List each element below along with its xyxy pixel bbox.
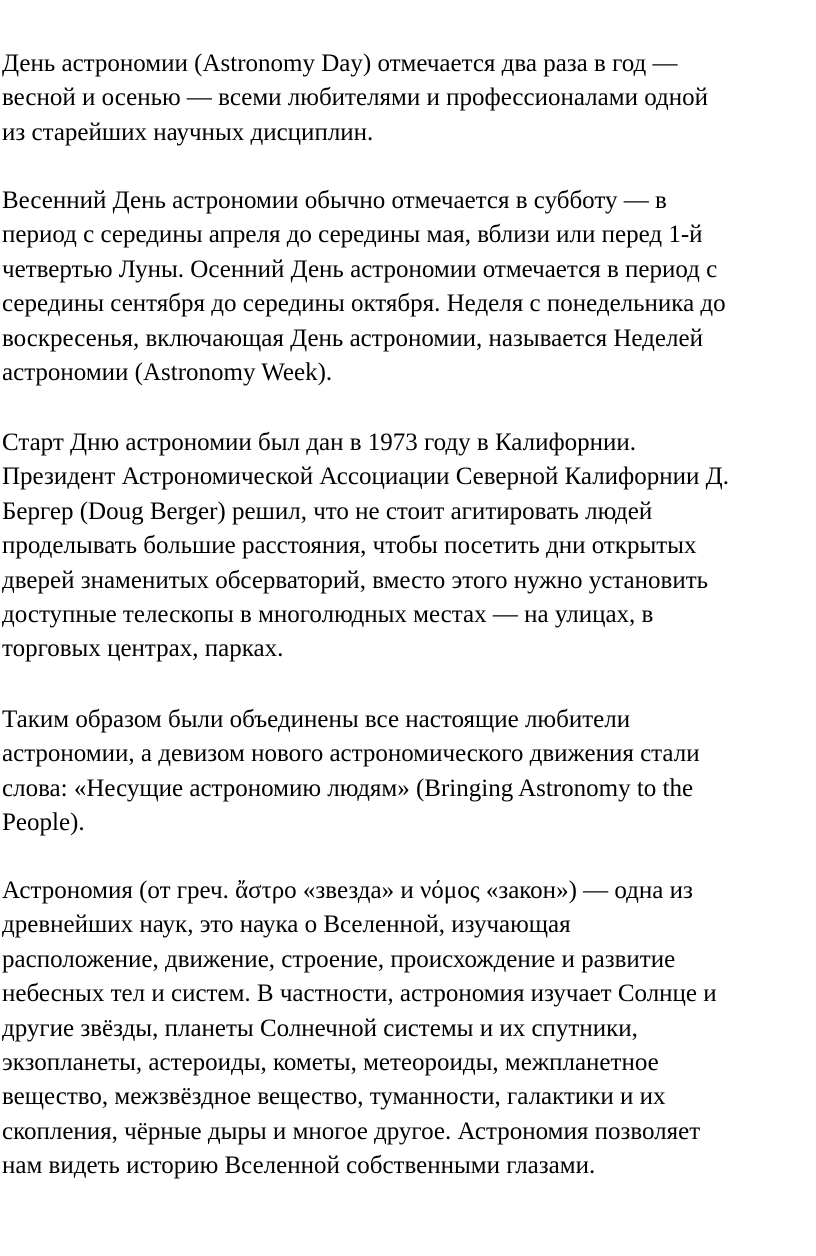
text-line: весной и осенью — всеми любителями и профессионалами одной (2, 84, 708, 112)
text-line: Бергер (Doug Berger) решил, что не стоит агитировать людей (2, 497, 653, 525)
text-line: доступные телескопы в многолюдных местах — на улицах, в (2, 600, 654, 628)
text-line: воскресенья, включающая День астрономии, называется Неделей (2, 324, 703, 352)
text-line: древнейших наук, это наука о Вселенной, изучающая (2, 911, 571, 939)
text-line: Президент Астрономической Ассоциации Северной Калифорнии Д. (2, 463, 729, 491)
paragraph-astronomy-definition (2, 874, 814, 1184)
text-line: из старейших научных дисциплин. (2, 118, 374, 146)
text-line: астрономии, а девизом нового астрономического движения стали (2, 740, 700, 768)
paragraph-spring-autumn-dates (2, 184, 814, 390)
text-line: слова: «Несущие астрономию людям» (Bringing Astronomy to the (2, 774, 694, 802)
text-line: проделывать большие расстояния, чтобы посетить дни открытых (2, 532, 697, 560)
text-line: астрономии (Astronomy Week). (2, 358, 333, 386)
text-line: Старт Дню астрономии был дан в 1973 году в Калифорнии. (2, 429, 637, 456)
paragraph-history-1973 (2, 426, 814, 667)
text-line: People). (2, 809, 85, 837)
text-line: скопления, чёрные дыры и многое другое. Астрономия позволяет (2, 1117, 701, 1145)
text-line: небесных тел и систем. В частности, астрономия изучает Солнце и (2, 980, 717, 1008)
text-line: другие звёзды, планеты Солнечной системы и их спутники, (2, 1014, 638, 1042)
text-line: вещество, межзвёздное вещество, туманности, галактики и их (2, 1083, 666, 1111)
text-line: Таким образом были объединены все настоящие любители (2, 706, 631, 733)
text-line: четвертью Луны. Осенний День астрономии отмечается в период с (2, 255, 718, 283)
text-line: Весенний День астрономии обычно отмечается в субботу — в (2, 187, 667, 214)
text-line: День астрономии (Astronomy Day) отмечается два раза в год — (2, 50, 678, 77)
text-line: торговых центрах, парках. (2, 635, 284, 663)
text-line: период с середины апреля до середины мая, вблизи или перед 1-й (2, 221, 703, 249)
text-line: Астрономия (от греч. ἄστρο «звезда» и νόμος «закон») — одна из (2, 877, 693, 904)
text-line: середины сентября до середины октября. Неделя с понедельника до (2, 290, 726, 318)
paragraph-astronomy-day-intro (2, 47, 814, 150)
text-line: экзопланеты, астероиды, кометы, метеороиды, межпланетное (2, 1048, 659, 1076)
text-line: расположение, движение, строение, происхождение и развитие (2, 945, 676, 973)
text-line: дверей знаменитых обсерваторий, вместо этого нужно установить (2, 566, 709, 594)
paragraph-motto (2, 703, 814, 841)
text-line: нам видеть историю Вселенной собственными глазами. (2, 1152, 596, 1180)
